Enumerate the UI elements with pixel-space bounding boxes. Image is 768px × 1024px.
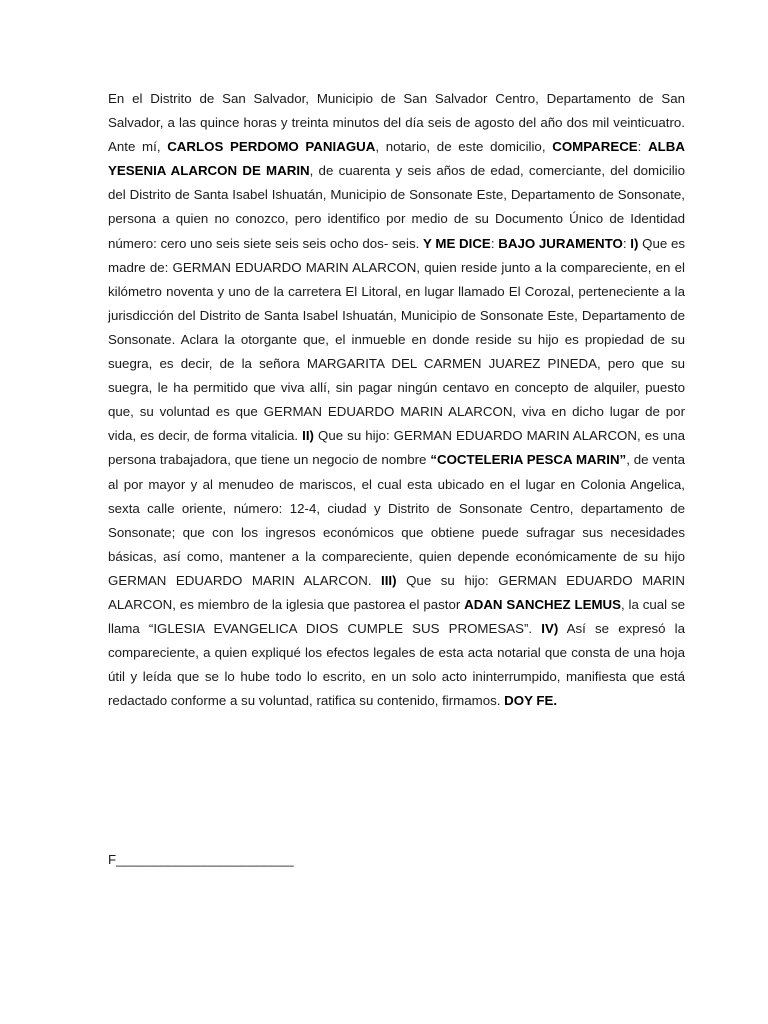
business-name: “COCTELERIA PESCA MARIN”	[430, 452, 627, 468]
text-segment: :	[490, 235, 499, 251]
text-segment: Así se expresó la compareciente, a quien expliqué los efectos legales de esta acta notarial que consta de una hoja útil y leída que se lo hube todo lo escrito, en un solo acto ininterrumpido, manifiesta que está redactado conforme a su voluntad, ratifica su contenido, firmamos.	[108, 621, 686, 709]
text-segment: Que su hijo: GERMAN EDUARDO MARIN ALARCON, es miembro de la iglesia que pastorea el pastor	[108, 572, 685, 612]
text-segment: , de cuarenta y seis años de edad, comerciante, del domicilio del Distrito de Santa Isabel Ishuatán, Municipio de Sonsonate Este, Departamento de Sonsonate, persona a quien no conozco, pero identifico por medio de su Documento Único de Identidad número: cero uno seis siete seis seis ocho dos- seis.	[108, 163, 685, 251]
clause-number-3: III)	[381, 572, 397, 588]
bajo-juramento-label: BAJO JURAMENTO	[498, 235, 623, 251]
notarial-act-paragraph	[108, 87, 685, 713]
declarant-name: ALBA YESENIA ALARCON DE MARIN	[108, 139, 685, 179]
notary-name: CARLOS PERDOMO PANIAGUA	[167, 139, 376, 155]
text-segment: :	[637, 139, 649, 155]
y-me-dice-label: Y ME DICE	[423, 235, 491, 251]
signature-line: F________________________	[108, 852, 294, 867]
text-segment: Que su hijo: GERMAN EDUARDO MARIN ALARCON, es una persona trabajadora, que tiene un negocio de nombre	[108, 428, 685, 468]
text-segment: , notario, de este domicilio,	[375, 139, 553, 155]
pastor-name: ADAN SANCHEZ LEMUS	[464, 596, 622, 612]
text-segment: , la cual se llama “IGLESIA EVANGELICA DIOS CUMPLE SUS PROMESAS”.	[108, 596, 685, 637]
text-segment: En el Distrito de San Salvador, Municipio de San Salvador Centro, Departamento de San Salvador, a las quince horas y treinta minutos del día seis de agosto del año dos mil veinticuatro. Ante mí,	[108, 91, 685, 155]
text-segment: Que es madre de: GERMAN EDUARDO MARIN ALARCON, quien reside junto a la compareciente, en el kilómetro noventa y uno de la carretera El Litoral, en lugar llamado El Corozal, perteneciente a la jurisdicción del Distrito de Santa Isabel Ishuatán, Municipio de Sonsonate Este, Departamento de Sonsonate. Aclara la otorgante que, el inmueble en donde reside su hijo es propiedad de su suegra, es decir, de la señora MARGARITA DEL CARMEN JUAREZ PINEDA, pero que su suegra, le ha permitido que viva allí, sin pagar ningún centavo en concepto de alquiler, puesto que, su voluntad es que GERMAN EDUARDO MARIN ALARCON, viva en dicho lugar de por vida, es decir, de forma vitalicia.	[108, 235, 686, 444]
doy-fe-closing: DOY FE.	[504, 693, 558, 709]
clause-number-1: I)	[630, 235, 639, 251]
text-segment: :	[622, 235, 631, 251]
clause-number-4: IV)	[541, 621, 559, 637]
text-segment: , de venta al por mayor y al menudeo de mariscos, el cual esta ubicado en el lugar en Colonia Angelica, sexta calle oriente, número: 12-4, ciudad y Distrito de Sonsonate Centro, departamento de Sonsonate; que con los ingresos económicos que obtiene puede sufragar sus necesidades básicas, así como, mantener a la compareciente, quien depende económicamente de su hijo GERMAN EDUARDO MARIN ALARCON.	[108, 452, 685, 588]
comparece-label: COMPARECE	[552, 139, 638, 155]
clause-number-2: II)	[302, 428, 314, 444]
